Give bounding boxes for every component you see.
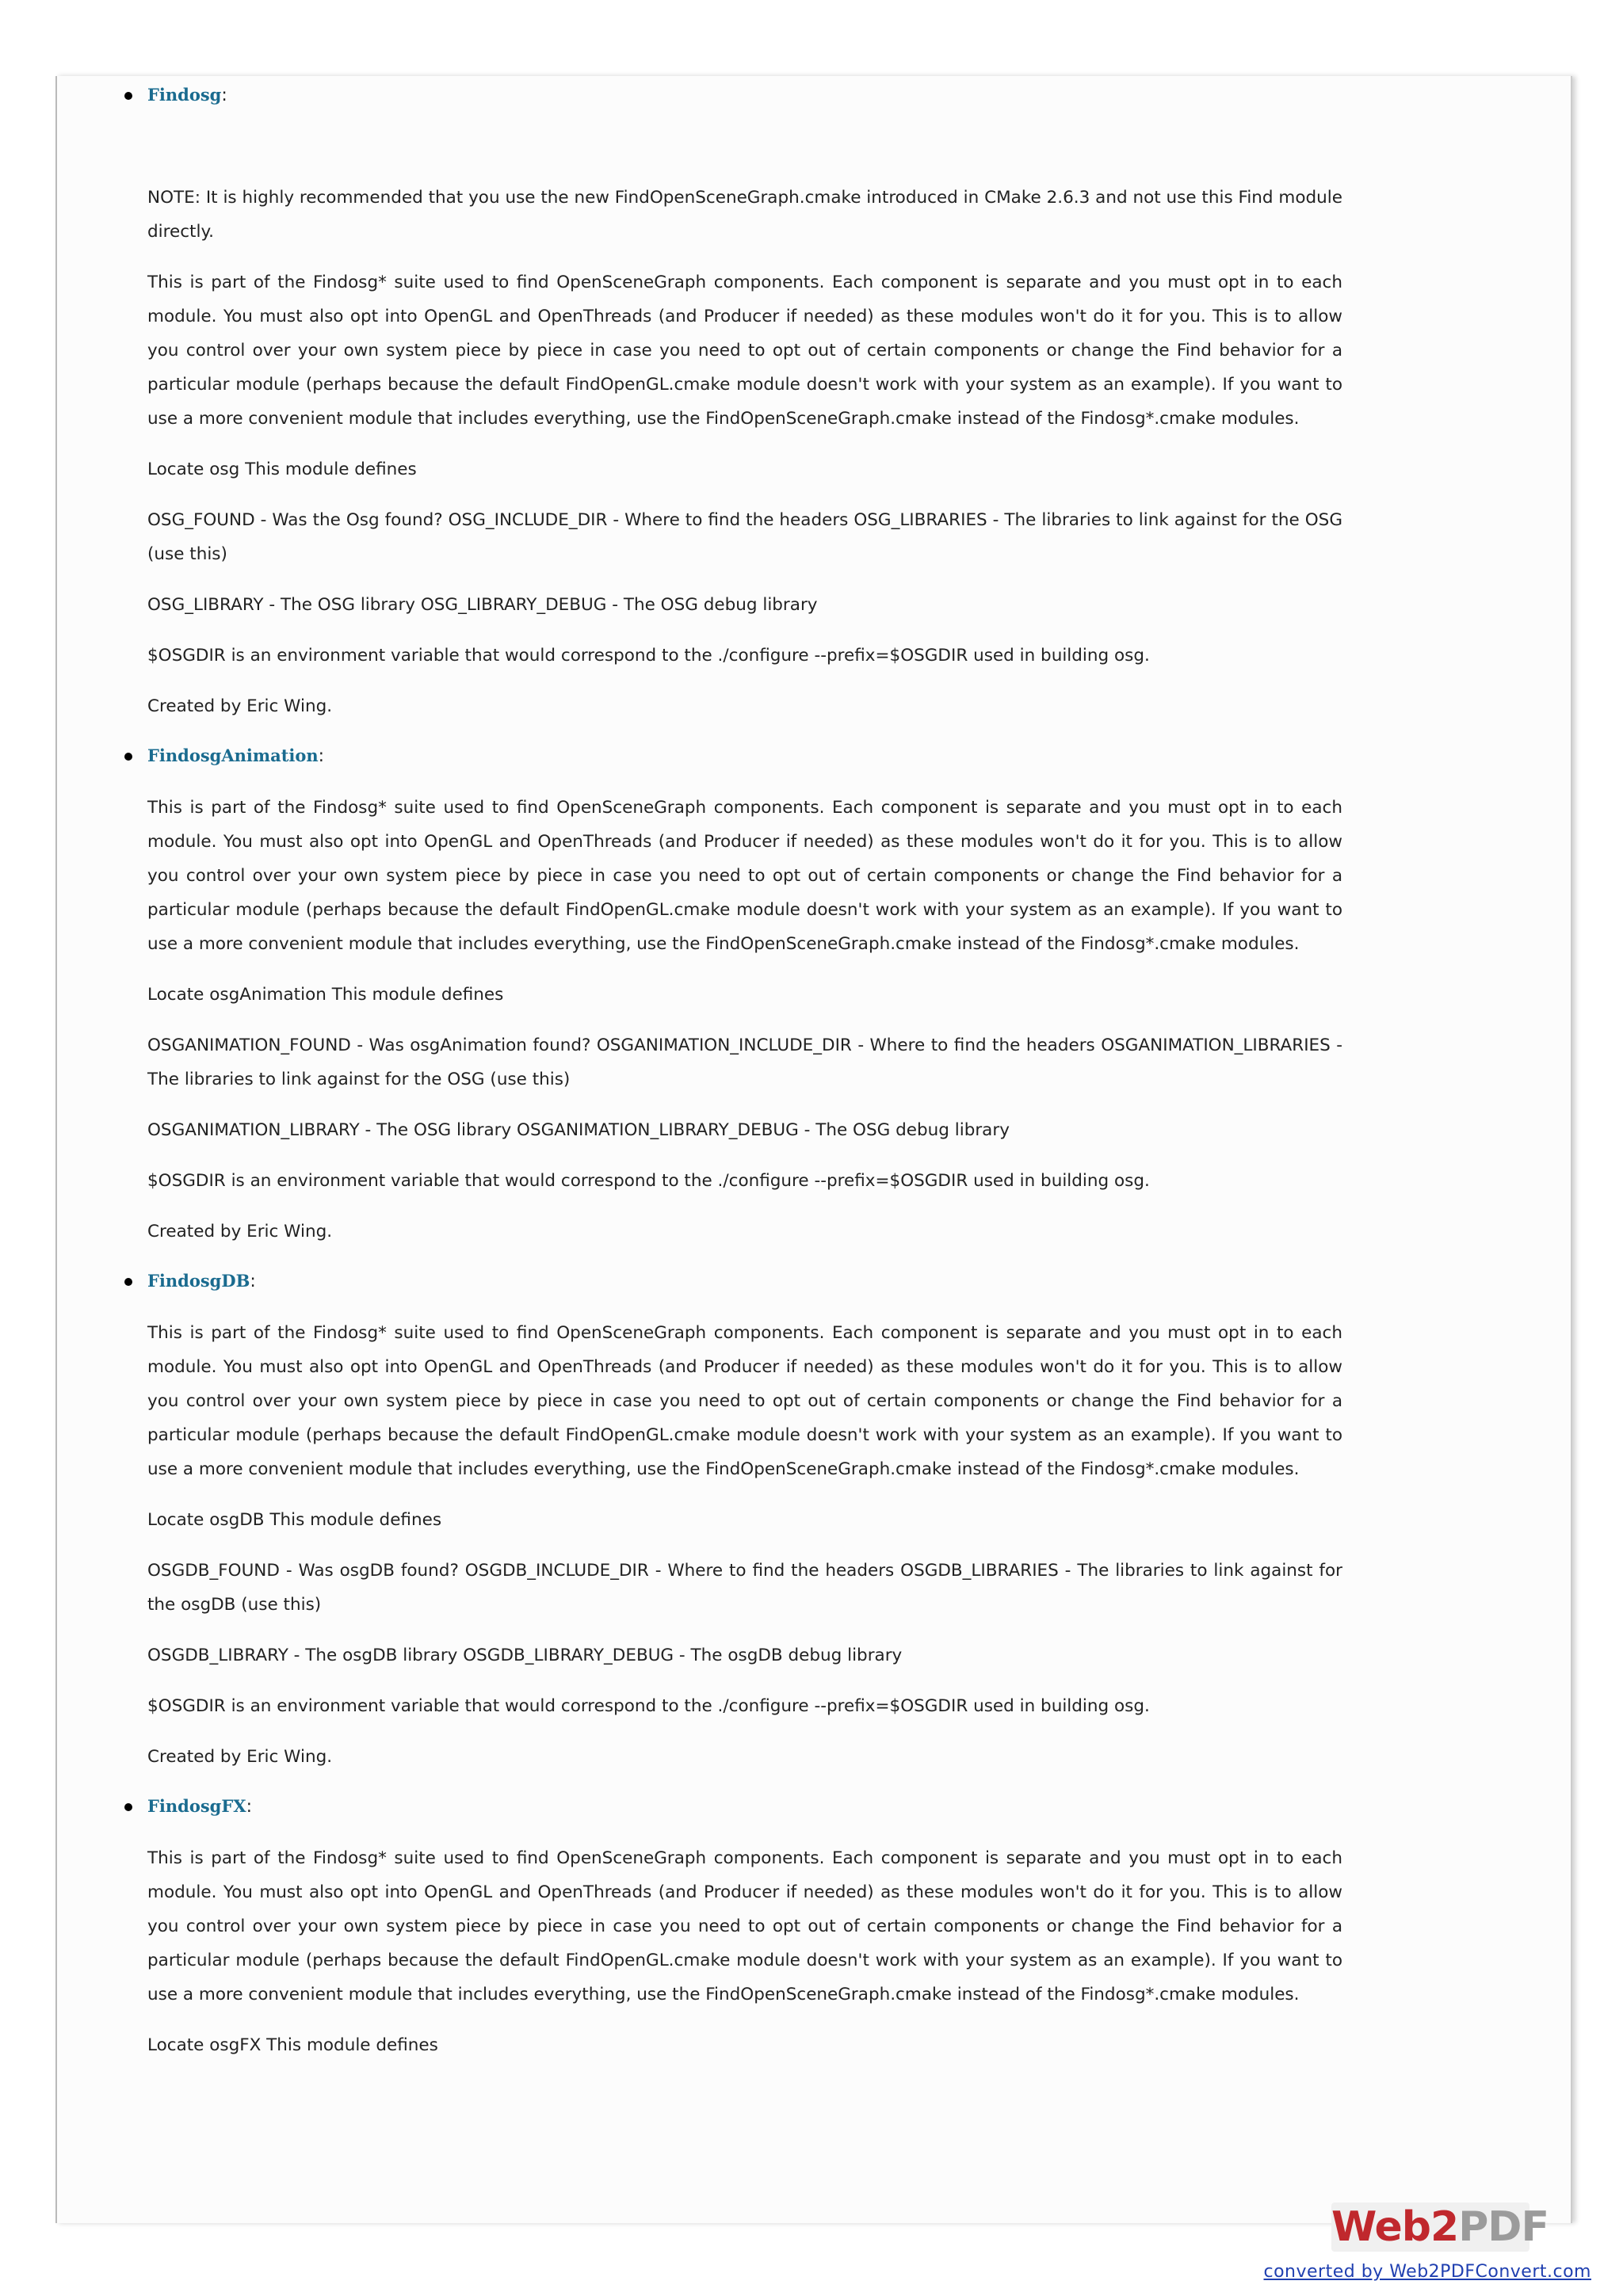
- module-paragraph: This is part of the Findosg* suite used to find OpenSceneGraph components. Each component is separate and you must opt in to each module. You must also opt into OpenGL and OpenThreads (and Producer if needed) as these modules won't do it for you. This is to allow you control over your own system piece by piece in case you need to opt out of certain components or change the Find behavior for a particular module (perhaps because the default FindOpenGL.cmake module doesn't work with your system as an example). If you want to use a more convenient module that includes everything, use the FindOpenSceneGraph.cmake instead of the Findosg*.cmake modules.: [147, 273, 1342, 429]
- bullet-icon: [124, 1803, 132, 1811]
- bullet-icon: [124, 1278, 132, 1286]
- module-paragraph: Created by Eric Wing.: [147, 1747, 333, 1767]
- module-link-findosgfx[interactable]: FindosgFX: [147, 1796, 246, 1816]
- converted-by-link[interactable]: converted by Web2PDFConvert.com: [1263, 2262, 1591, 2282]
- empty-spacer: [147, 130, 1342, 181]
- module-paragraph: Locate osgDB This module defines: [147, 1510, 442, 1530]
- logo-pdf-text: PDF: [1458, 2203, 1549, 2251]
- module-item-findosg: [147, 79, 1342, 723]
- web2pdf-logo: [1331, 2203, 1549, 2252]
- module-paragraph: $OSGDIR is an environment variable that would correspond to the ./configure --prefix=$OSGDIR used in building osg.: [147, 1171, 1150, 1191]
- module-heading: [147, 1791, 1342, 1822]
- module-link-findosgdb[interactable]: FindosgDB: [147, 1271, 250, 1291]
- module-heading: [147, 79, 1342, 111]
- module-paragraph: OSGANIMATION_FOUND - Was osgAnimation found? OSGANIMATION_INCLUDE_DIR - Where to find the headers OSGANIMATION_LIBRARIES - The libraries to link against for the OSG (use this): [147, 1035, 1342, 1089]
- module-heading: [147, 740, 1342, 772]
- module-paragraph: OSG_LIBRARY - The OSG library OSG_LIBRARY_DEBUG - The OSG debug library: [147, 595, 818, 615]
- module-paragraph: Created by Eric Wing.: [147, 1222, 333, 1241]
- module-paragraph: This is part of the Findosg* suite used to find OpenSceneGraph components. Each component is separate and you must opt in to each module. You must also opt into OpenGL and OpenThreads (and Producer if needed) as these modules won't do it for you. This is to allow you control over your own system piece by piece in case you need to opt out of certain components or change the Find behavior for a particular module (perhaps because the default FindOpenGL.cmake module doesn't work with your system as an example). If you want to use a more convenient module that includes everything, use the FindOpenSceneGraph.cmake instead of the Findosg*.cmake modules.: [147, 1323, 1342, 1479]
- logo-two-text: 2: [1430, 2203, 1459, 2251]
- module-paragraph: OSGDB_FOUND - Was osgDB found? OSGDB_INCLUDE_DIR - Where to find the headers OSGDB_LIBRARIES - The libraries to link against for the osgDB (use this): [147, 1561, 1342, 1615]
- module-item-findosgfx: [147, 1791, 1342, 2062]
- module-paragraph: OSGANIMATION_LIBRARY - The OSG library OSGANIMATION_LIBRARY_DEBUG - The OSG debug library: [147, 1120, 1010, 1140]
- heading-colon: :: [246, 1797, 252, 1817]
- module-item-findosganimation: [147, 740, 1342, 1249]
- module-paragraph: Locate osg This module defines: [147, 460, 417, 479]
- module-item-findosgdb: [147, 1265, 1342, 1774]
- module-paragraph: OSG_FOUND - Was the Osg found? OSG_INCLUDE_DIR - Where to find the headers OSG_LIBRARIES - The libraries to link against for the OSG (use this): [147, 510, 1342, 564]
- module-link-findosg[interactable]: Findosg: [147, 85, 222, 105]
- module-paragraph: This is part of the Findosg* suite used to find OpenSceneGraph components. Each component is separate and you must opt in to each module. You must also opt into OpenGL and OpenThreads (and Producer if needed) as these modules won't do it for you. This is to allow you control over your own system piece by piece in case you need to opt out of certain components or change the Find behavior for a particular module (perhaps because the default FindOpenGL.cmake module doesn't work with your system as an example). If you want to use a more convenient module that includes everything, use the FindOpenSceneGraph.cmake instead of the Findosg*.cmake modules.: [147, 1848, 1342, 2004]
- module-paragraph: This is part of the Findosg* suite used to find OpenSceneGraph components. Each component is separate and you must opt in to each module. You must also opt into OpenGL and OpenThreads (and Producer if needed) as these modules won't do it for you. This is to allow you control over your own system piece by piece in case you need to opt out of certain components or change the Find behavior for a particular module (perhaps because the default FindOpenGL.cmake module doesn't work with your system as an example). If you want to use a more convenient module that includes everything, use the FindOpenSceneGraph.cmake instead of the Findosg*.cmake modules.: [147, 798, 1342, 954]
- heading-colon: :: [318, 746, 325, 766]
- module-paragraph: $OSGDIR is an environment variable that would correspond to the ./configure --prefix=$OSGDIR used in building osg.: [147, 646, 1150, 666]
- heading-colon: :: [250, 1272, 256, 1291]
- module-paragraph: OSGDB_LIBRARY - The osgDB library OSGDB_LIBRARY_DEBUG - The osgDB debug library: [147, 1646, 903, 1665]
- bullet-icon: [124, 753, 132, 761]
- module-paragraph: Created by Eric Wing.: [147, 696, 333, 716]
- module-paragraph: Locate osgFX This module defines: [147, 2035, 438, 2055]
- module-paragraph: $OSGDIR is an environment variable that would correspond to the ./configure --prefix=$OSGDIR used in building osg.: [147, 1696, 1150, 1716]
- document-content: [147, 79, 1342, 2079]
- module-paragraph: NOTE: It is highly recommended that you use the new FindOpenSceneGraph.cmake introduced in CMake 2.6.3 and not use this Find module directly.: [147, 188, 1342, 242]
- logo-web-text: Web: [1331, 2203, 1430, 2251]
- module-paragraph: Locate osgAnimation This module defines: [147, 985, 504, 1005]
- module-link-findosganimation[interactable]: FindosgAnimation: [147, 746, 319, 765]
- module-heading: [147, 1265, 1342, 1297]
- bullet-icon: [124, 92, 132, 100]
- heading-colon: :: [221, 86, 227, 105]
